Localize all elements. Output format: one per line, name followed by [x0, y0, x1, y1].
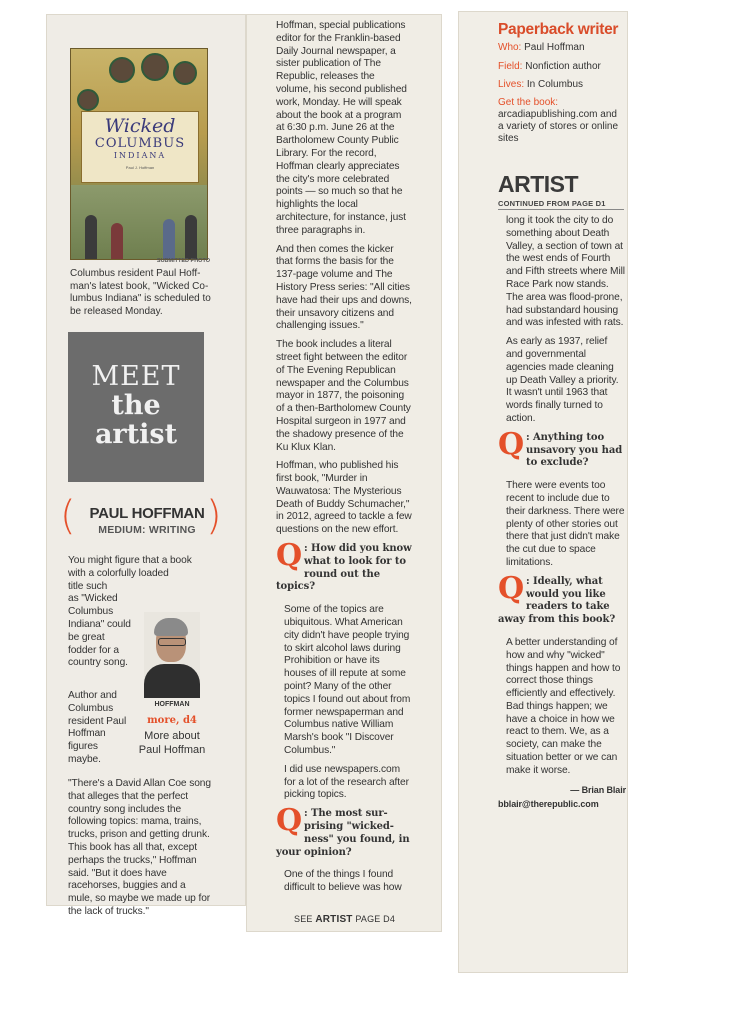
meet-the-artist-badge: [68, 332, 204, 482]
intro-line: fodder for a: [68, 644, 119, 656]
meet-line2: the: [111, 390, 161, 421]
intro-line: country song.: [68, 657, 128, 669]
clipping-strip-right: [458, 11, 628, 973]
meet-line1: MEET: [91, 361, 181, 392]
article-column-middle: [276, 20, 412, 901]
paragraph: The book includes a literal street fight between the editor of The Evening Republican newspaper and the Columbus mayor in 1877, the poisoning of a then-Bartholomew County Hospital surgeon in 1977 and the shadowy presence of the Ku Klux Klan.: [276, 339, 411, 453]
question-heading: [498, 570, 626, 627]
book-title-line3: INDIANA: [113, 151, 167, 160]
question-text: : Ideally, what would you like readers to take away from this book?: [498, 575, 616, 626]
intro-line: as "Wicked: [68, 593, 118, 605]
book-cover-image: [70, 48, 208, 260]
figure-person: [85, 215, 97, 259]
paragraph: long it took the city to do something about Death Valley, a section of town at the west ends of Fourth and Fifth streets where Mill Race Park now stands. The area was flood-prone, had substandard housing and was infested with rats.: [506, 215, 625, 329]
continued-from: CONTINUED FROM PAGE D1: [498, 199, 606, 208]
artist-name: PAUL HOFFMAN: [89, 505, 205, 522]
sidebar-value: In Columbus: [526, 79, 584, 90]
jump-page: PAGE D4: [352, 914, 396, 924]
byline-email: bblair@therepublic.com: [498, 799, 599, 810]
book-cover-title: [81, 111, 199, 183]
question-heading: [276, 803, 412, 859]
intro-line: title such: [68, 580, 108, 592]
more-link: more, d4: [147, 715, 197, 726]
more-about-label: More about Paul Hoffman: [138, 730, 206, 756]
paragraph: And then comes the kicker that forms the basis for the 137-page volume and The History Press series: "All cities have had their ups and downs, their unsavory citizens and challenging issues.": [276, 243, 412, 332]
sidebar-field: [498, 61, 601, 73]
question-text: : How did you know what to look for to round out the topics?: [276, 543, 412, 593]
sidebar-value: Paul Hoffman: [524, 42, 585, 53]
intro-line: Columbus: [68, 702, 114, 714]
question-text: : Anything too unsavory you had to exclude?: [526, 431, 623, 469]
figure-person: [163, 219, 175, 259]
section-heading: ARTIST: [498, 171, 579, 197]
paragraph: Hoffman, who published his first book, "Murder in Wauwatosa: The Mysterious Death of Buddy Schumacher," in 2012, agreed to tackle a few questions on the new effort.: [276, 460, 412, 536]
sidebar-value: Nonfiction author: [525, 61, 601, 72]
sidebar-title: Paperback writer: [498, 21, 619, 38]
paren-left: (: [60, 493, 76, 539]
q-marker: Q: [498, 570, 525, 606]
book-author: Paul J. Hoffman: [125, 165, 155, 170]
photo-caption: Columbus resident Paul Hoff-man's latest book, "Wicked Co-lumbus Indiana" is scheduled to be released Monday.: [70, 268, 211, 317]
sidebar-key: Who:: [498, 42, 522, 53]
figure-person: [185, 215, 197, 259]
sidebar-value: arcadiapublishing.com and a variety of stores or online sites: [498, 109, 619, 144]
headshot-glasses: [158, 638, 186, 646]
intro-line: maybe.: [68, 753, 101, 765]
answer-paragraph: Some of the topics are ubiquitous. What American city didn't have people trying to skirt alcohol laws during Prohibition or have its houses of ill repute at some point? Many of the other topics I found out about from former newspaperman and Columbus native William Marsh's book "I Discover Columbus.": [284, 604, 411, 757]
paragraph: Hoffman, special publications editor for the Franklin-based Daily Journal newspaper, a sister publication of The Republic, releases the volume, his second published work, Monday. He will speak about the book at a program at 6:30 p.m. June 26 at the Bartholomew County Public Library. For the record, Hoffman clearly appreciates the city's more celebrated points — so much so that he highlights the local architecture, for instance, just three paragraphs in.: [276, 20, 407, 236]
artist-medium: MEDIUM: WRITING: [98, 524, 196, 536]
sidebar-key: Lives:: [498, 79, 525, 90]
sidebar-get-book: [498, 97, 624, 145]
meet-line3: artist: [94, 419, 178, 450]
book-title-line2: COLUMBUS: [94, 136, 186, 151]
answer-paragraph: One of the things I found difficult to believe was how: [284, 869, 402, 894]
jump-line: [294, 914, 395, 925]
q-marker: Q: [276, 803, 303, 839]
article-column-right: [498, 215, 626, 811]
divider: [498, 209, 624, 210]
artist-name-header: [60, 493, 230, 547]
author-headshot: [144, 612, 200, 698]
answer-paragraph: There were events too recent to include due to their darkness. There were plenty of other stories out there that just didn't make the cut due to space limitations.: [506, 480, 625, 568]
intro-line: Author and: [68, 690, 117, 701]
answer-paragraph: I did use newspapers.com for a lot of the research after picking topics.: [284, 763, 409, 801]
jump-keyword: ARTIST: [315, 914, 353, 925]
book-title-line1: Wicked: [104, 115, 176, 137]
byline: — Brian Blair: [570, 784, 626, 795]
intro-line: be great: [68, 631, 105, 643]
intro-line: resident Paul: [68, 715, 127, 727]
portrait-medallion: [173, 61, 197, 85]
jump-prefix: SEE: [294, 914, 316, 924]
sidebar-key: Get the book:: [498, 97, 559, 108]
question-heading: [498, 426, 626, 470]
portrait-medallion: [109, 57, 135, 83]
headshot-shirt: [144, 664, 200, 698]
intro-line: Hoffman: [68, 728, 106, 740]
clipping-strip-left: [46, 14, 246, 917]
portrait-medallion: [77, 89, 99, 111]
headshot-hair: [154, 618, 188, 636]
sidebar-key: Field:: [498, 61, 523, 72]
sidebar-who: [498, 42, 585, 54]
street-scene: [71, 185, 207, 259]
intro-line: with a colorfully loaded: [68, 567, 169, 579]
intro-line: You might figure that a book: [68, 555, 192, 566]
paren-right: ): [206, 493, 222, 539]
intro-line: Columbus: [68, 606, 114, 618]
figure-person: [111, 223, 123, 259]
answer-paragraph: A better understanding of how and why "wicked" things happen and how to correct those things efficiently and effectively. Bad things happen; we have a choice in how we react to them. We, as a society, can make the situation better or we can make it worse.: [506, 636, 621, 776]
paragraph: As early as 1937, relief and governmental agencies made cleaning up Death Valley a priority. It wasn't until 1963 that words finally turned to action.: [506, 336, 619, 424]
intro-paragraph-continued: [68, 690, 146, 767]
clipping-strip-middle: [246, 14, 442, 932]
sidebar-lives: [498, 79, 583, 91]
portrait-medallion: [141, 53, 169, 81]
q-marker: Q: [276, 538, 303, 574]
question-heading: [276, 538, 412, 594]
question-text: : The most sur-prising "wicked-ness" you found, in your opinion?: [276, 808, 410, 858]
intro-line: figures: [68, 741, 98, 753]
headshot-caption: HOFFMAN: [154, 701, 190, 708]
q-marker: Q: [498, 426, 525, 462]
photo-credit: SUBMITTED PHOTO: [156, 258, 210, 264]
quote-paragraph: "There's a David Allan Coe song that alleges that the perfect country song includes the following topics: mama, trains, trucks, prison and getting drunk. This book has all that, except perhaps the trucks," Hoffman said. "But it does have racehorses, buggies and a mule, so maybe we made up for the lack of trucks.": [68, 778, 211, 917]
intro-line: Indiana" could: [68, 618, 131, 630]
